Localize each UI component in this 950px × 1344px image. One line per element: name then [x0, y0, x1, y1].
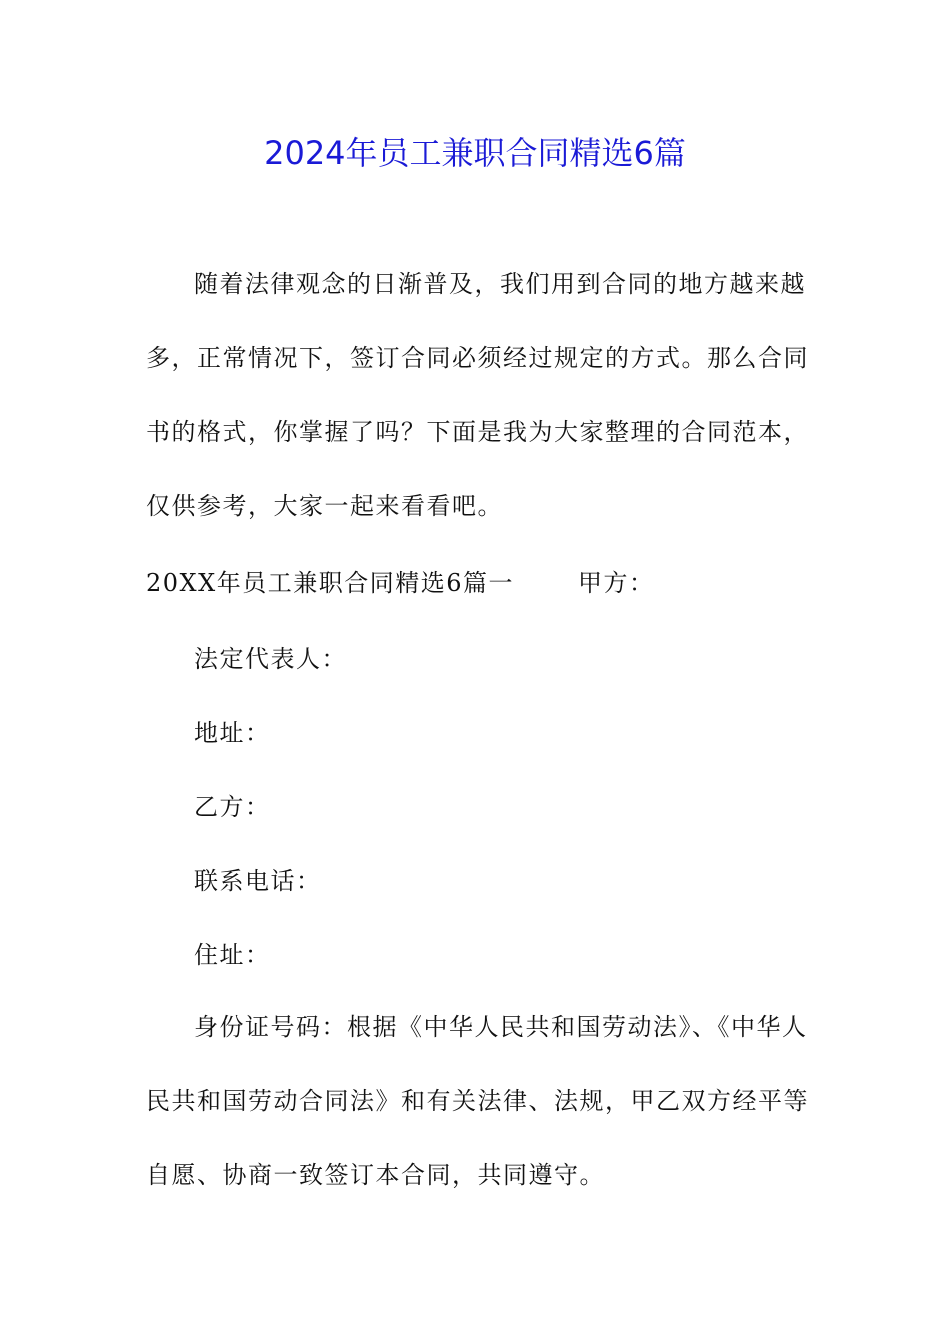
- intro-paragraph: 随着法律观念的日渐普及，我们用到合同的地方越来越多，正常情况下，签订合同必须经过规定的方式。那么合同书的格式，你掌握了吗？下面是我为大家整理的合同范本，仅供参考，大家一起来看看吧。: [146, 270, 809, 520]
- section-heading-line: [146, 563, 654, 603]
- law-paragraph: 身份证号码：根据《中华人民共和国劳动法》、《中华人民共和国劳动合同法》和有关法律、法规，甲乙双方经平等自愿、协商一致签订本合同，共同遵守。: [146, 1013, 809, 1189]
- field-party-b: 乙方：: [194, 793, 271, 821]
- document-title: 2024年员工兼职合同精选6篇: [264, 134, 686, 172]
- party-a-label: 甲方：: [577, 569, 655, 597]
- field-address: 地址：: [194, 719, 271, 747]
- section-heading: 20XX年员工兼职合同精选6篇一: [146, 569, 514, 597]
- field-residence: 住址：: [194, 941, 271, 969]
- field-phone: 联系电话：: [194, 867, 322, 895]
- field-legal-rep: 法定代表人：: [194, 645, 347, 673]
